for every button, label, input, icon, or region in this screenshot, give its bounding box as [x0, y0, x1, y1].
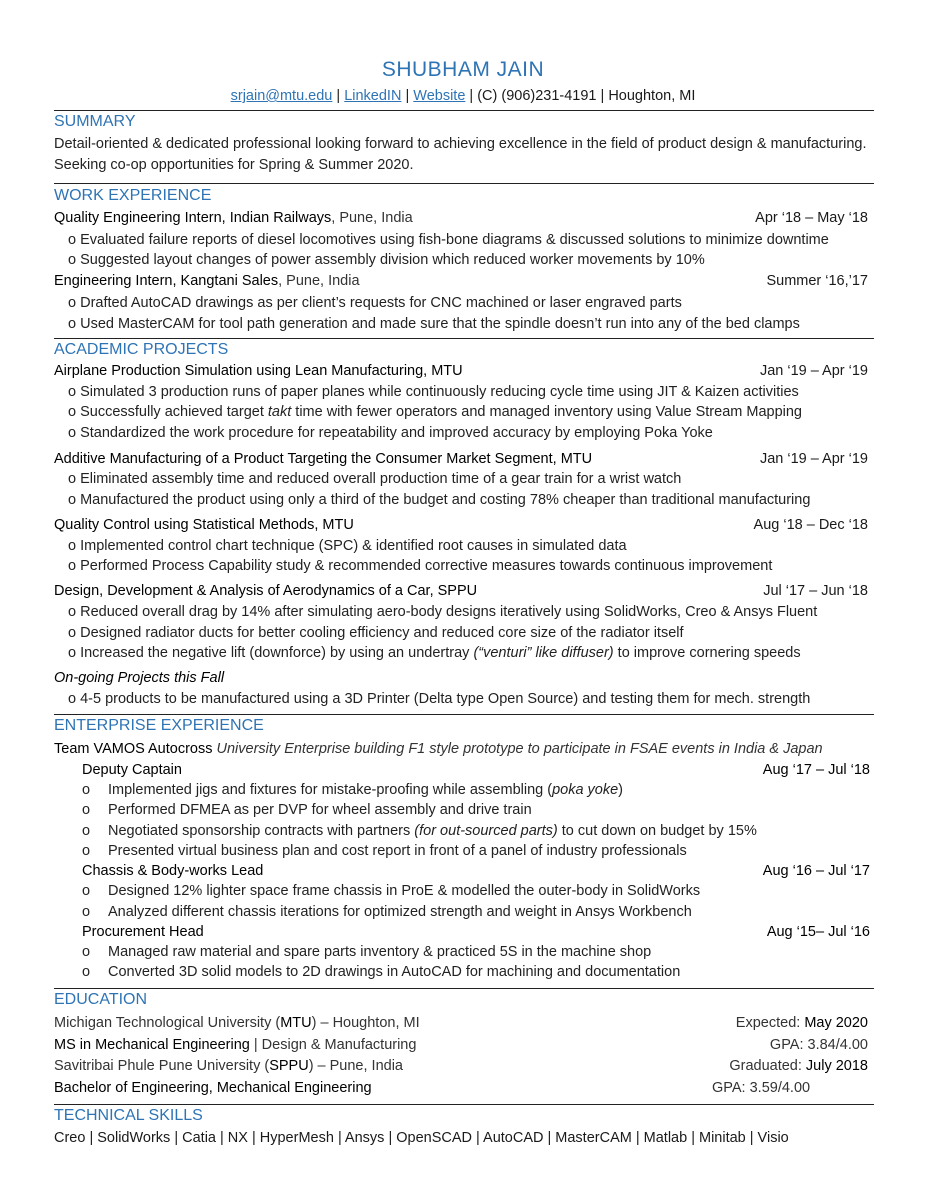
list-item: o Presented virtual business plan and cost report in front of a panel of industry professionals [82, 843, 687, 859]
list-item: o Drafted AutoCAD drawings as per client’s requests for CNC machined or laser engraved parts [68, 295, 682, 311]
skills-list: Creo | SolidWorks | Catia | NX | HyperMesh | Ansys | OpenSCAD | AutoCAD | MasterCAM | Matlab | Minitab | Visio [54, 1130, 789, 1146]
list-item: o 4-5 products to be manufactured using a 3D Printer (Delta type Open Source) and testing them for mech. strength [68, 691, 811, 707]
list-item: o Performed Process Capability study & recommended corrective measures towards continuous improvement [68, 558, 773, 574]
divider [54, 338, 874, 339]
role-date: Aug ‘17 – Jul ‘18 [762, 762, 870, 778]
divider [54, 988, 874, 989]
list-item: o Managed raw material and spare parts inventory & practiced 5S in the machine shop [82, 944, 652, 960]
degree-line: MS in Mechanical Engineering | Design & Manufacturing GPA: 3.84/4.00 [54, 1037, 868, 1053]
section-title-work: WORK EXPERIENCE [54, 187, 212, 204]
project-date: Jul ‘17 – Jun ‘18 [763, 583, 868, 599]
list-item: o Increased the negative lift (downforce) by using an undertray (“venturi” like diffuser) to improve cornering speeds [68, 645, 801, 661]
project-heading: Design, Development & Analysis of Aerodynamics of a Car, SPPU Jul ‘17 – Jun ‘18 [54, 583, 868, 599]
contact-line: srjain@mtu.edu | LinkedIN | Website | (C) (906)231-4191 | Houghton, MI [230, 88, 696, 104]
contact-details: | (C) (906)231-4191 | Houghton, MI [465, 88, 696, 104]
list-item: o Suggested layout changes of power assembly division which reduced worker movements by 10% [68, 252, 705, 268]
role-date: Aug ‘15– Jul ‘16 [766, 924, 870, 940]
role-heading: Chassis & Body-works Lead Aug ‘16 – Jul ‘17 [82, 863, 870, 879]
list-item: o Designed 12% lighter space frame chassis in ProE & modelled the outer-body in SolidWorks [82, 883, 701, 899]
candidate-name: SHUBHAM JAIN [381, 58, 545, 81]
project-heading: On-going Projects this Fall [54, 670, 225, 686]
section-title-projects: ACADEMIC PROJECTS [54, 341, 229, 358]
divider [54, 714, 874, 715]
project-date: Jan ‘19 – Apr ‘19 [759, 363, 868, 379]
divider [54, 1104, 874, 1105]
list-item: o Designed radiator ducts for better cooling efficiency and reduced core size of the radiator itself [68, 625, 684, 641]
list-item: o Simulated 3 production runs of paper planes while continuously reducing cycle time using JIT & Kaizen activities [68, 384, 799, 400]
job-heading: Engineering Intern, Kangtani Sales, Pune, India Summer ‘16,’17 [54, 273, 868, 289]
project-heading: Airplane Production Simulation using Lean Manufacturing, MTU Jan ‘19 – Apr ‘19 [54, 363, 868, 379]
list-item: o Eliminated assembly time and reduced overall production time of a gear train for a wrist watch [68, 471, 682, 487]
list-item: o Converted 3D solid models to 2D drawings in AutoCAD for machining and documentation [82, 964, 681, 980]
list-item: o Analyzed different chassis iterations for optimized strength and weight in Ansys Workbench [82, 904, 692, 920]
project-heading: Additive Manufacturing of a Product Targeting the Consumer Market Segment, MTU Jan ‘19 – Apr ‘19 [54, 451, 868, 467]
divider [54, 183, 874, 184]
list-item: o Implemented jigs and fixtures for mistake-proofing while assembling (poka yoke) [82, 782, 624, 798]
section-title-summary: SUMMARY [54, 113, 136, 130]
list-item: o Negotiated sponsorship contracts with partners (for out-sourced parts) to cut down on budget by 15% [82, 823, 757, 839]
list-item: o Implemented control chart technique (SPC) & identified root causes in simulated data [68, 538, 627, 554]
project-date: Jan ‘19 – Apr ‘19 [759, 451, 868, 467]
section-title-skills: TECHNICAL SKILLS [54, 1107, 203, 1124]
team-heading: Team VAMOS Autocross University Enterprise building F1 style prototype to participate in FSAE events in India & Japan [54, 741, 823, 757]
list-item: o Performed DFMEA as per DVP for wheel assembly and drive train [82, 802, 532, 818]
section-title-education: EDUCATION [54, 991, 148, 1008]
role-date: Aug ‘16 – Jul ‘17 [762, 863, 870, 879]
website-link[interactable]: Website [413, 88, 466, 104]
job-date: Apr ‘18 – May ‘18 [755, 210, 868, 226]
list-item: o Standardized the work procedure for repeatability and improved accuracy by employing Poka Yoke [68, 425, 713, 441]
project-date: Aug ‘18 – Dec ‘18 [753, 517, 868, 533]
university-line: Michigan Technological University (MTU) – Houghton, MI Expected: May 2020 [54, 1015, 868, 1031]
section-title-enterprise: ENTERPRISE EXPERIENCE [54, 717, 264, 734]
role-heading: Deputy Captain Aug ‘17 – Jul ‘18 [82, 762, 870, 778]
list-item: o Evaluated failure reports of diesel locomotives using fish-bone diagrams & discussed solutions to minimize downtime [68, 232, 829, 248]
job-heading: Quality Engineering Intern, Indian Railways, Pune, India Apr ‘18 – May ‘18 [54, 210, 868, 226]
university-line: Savitribai Phule Pune University (SPPU) – Pune, India Graduated: July 2018 [54, 1058, 868, 1074]
list-item: o Successfully achieved target takt time with fewer operators and managed inventory using Value Stream Mapping [68, 404, 802, 420]
summary-text: Detail-oriented & dedicated professional looking forward to achieving excellence in the field of product design & manufacturing. Seeking co-op opportunities for Spring & Summer 2020. [54, 136, 867, 173]
list-item: o Reduced overall drag by 14% after simulating aero-body designs iteratively using SolidWorks, Creo & Ansys Fluent [68, 604, 818, 620]
linkedin-link[interactable]: LinkedIN [344, 88, 402, 104]
role-heading: Procurement Head Aug ‘15– Jul ‘16 [82, 924, 870, 940]
divider [54, 110, 874, 111]
project-heading: Quality Control using Statistical Methods, MTU Aug ‘18 – Dec ‘18 [54, 517, 868, 533]
list-item: o Manufactured the product using only a third of the budget and costing 78% cheaper than traditional manufacturing [68, 492, 811, 508]
degree-line: Bachelor of Engineering, Mechanical Engineering GPA: 3.59/4.00 [54, 1080, 811, 1096]
email-link[interactable]: srjain@mtu.edu [230, 88, 333, 104]
list-item: o Used MasterCAM for tool path generation and made sure that the spindle doesn’t run into any of the bed clamps [68, 316, 800, 332]
job-date: Summer ‘16,’17 [766, 273, 868, 289]
